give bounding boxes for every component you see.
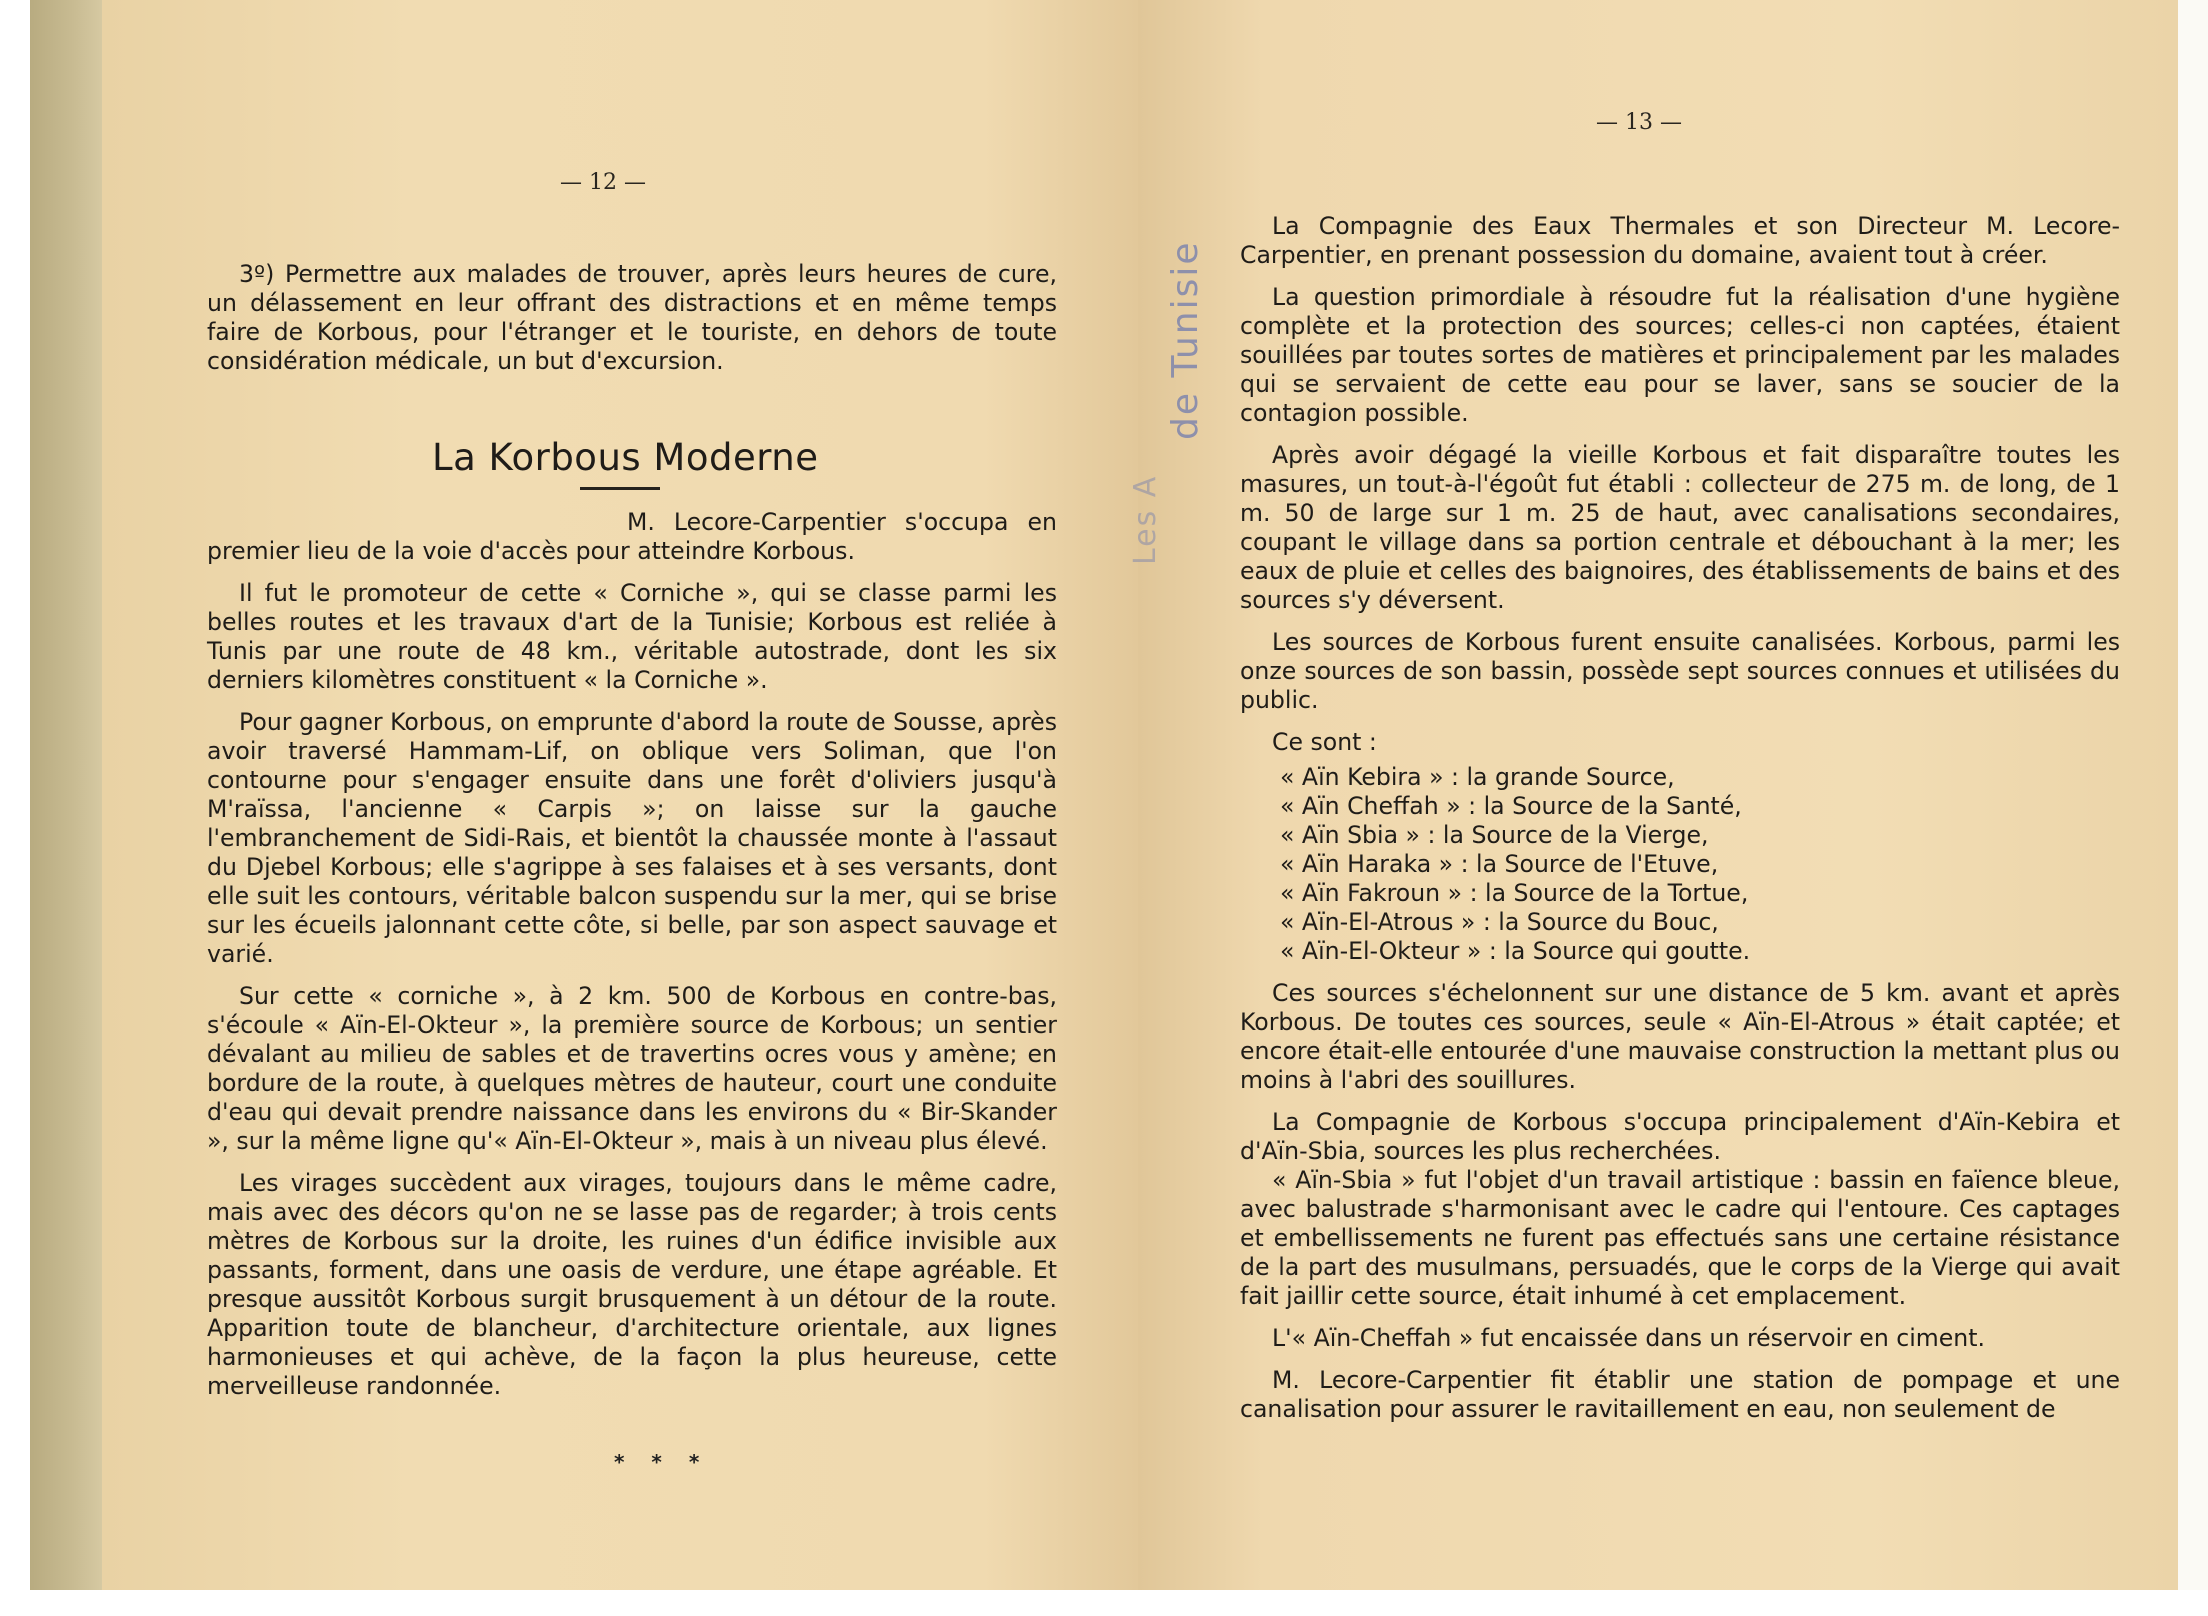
intro-paragraph: 3º) Permettre aux malades de trouver, après leurs heures de cure, un délassement en leur offrant des distractions et en même temps faire de Korbous, pour l'étranger et le touriste, en dehors de toute considération médicale, un but d'excursion.	[207, 260, 1057, 375]
library-stamp-fragment: Les A	[1128, 474, 1163, 565]
book-edge	[30, 0, 102, 1590]
paragraph: L'« Aïn-Cheffah » fut encaissée dans un réservoir en ciment.	[1272, 1324, 1985, 1352]
list-item: « Aïn Haraka » : la Source de l'Etuve,	[1280, 850, 1719, 878]
intro-text	[207, 260, 1057, 389]
page-number: — 12 —	[560, 170, 646, 195]
page-number: — 13 —	[1596, 110, 1682, 135]
paragraph: Les sources de Korbous furent ensuite canalisées. Korbous, parmi les onze sources de son bassin, possède sept sources connues et utilisées du public.	[1240, 628, 2120, 714]
paragraph: Les virages succèdent aux virages, toujours dans le même cadre, mais avec des décors qu'on ne se lasse pas de regarder; à trois cents mètres de Korbous sur la droite, les ruines d'un édifice invisible aux passants, forment, dans une oasis de verdure, une étape agréable. Et presque aussitôt Korbous surgit brusquement à un détour de la route. Apparition toute de blancheur, d'architecture orientale, aux lignes harmonieuses et qui achève, de la façon la plus heureuse, cette merveilleuse randonnée.	[207, 1169, 1057, 1400]
paragraph: Ces sources s'échelonnent sur une distance de 5 km. avant et après Korbous. De toutes ces sources, seule « Aïn-El-Atrous » était captée; et encore était-elle entourée d'une mauvaise construction la mettant plus ou moins à l'abri des souillures.	[1240, 979, 2120, 1094]
list-item: « Aïn Kebira » : la grande Source,	[1280, 763, 1675, 791]
paragraph: La Compagnie de Korbous s'occupa principalement d'Aïn-Kebira et d'Aïn-Sbia, sources les plus recherchées.	[1240, 1108, 2120, 1165]
paragraph: Pour gagner Korbous, on emprunte d'abord la route de Sousse, après avoir traversé Hammam-Lif, on oblique vers Soliman, que l'on contourne pour s'engager ensuite dans une forêt d'oliviers jusqu'à M'raïssa, l'ancienne « Carpis »; on laisse sur la gauche l'embranchement de Sidi-Rais, et bientôt la chaussée monte à l'assaut du Djebel Korbous; elle s'agrippe à ses falaises et à ses versants, dont elle suit les contours, véritable balcon suspendu sur la mer, qui se brise sur les écueils jalonnant cette côte, si belle, par son aspect sauvage et varié.	[207, 708, 1057, 968]
list-item: « Aïn Fakroun » : la Source de la Tortue,	[1280, 879, 1749, 907]
list-intro: Ce sont :	[1272, 728, 1377, 756]
paragraph: La Compagnie des Eaux Thermales et son Directeur M. Lecore-Carpentier, en prenant possession du domaine, avaient tout à créer.	[1240, 212, 2120, 269]
paragraph: La question primordiale à résoudre fut la réalisation d'une hygiène complète et la protection des sources; celles-ci non captées, étaient souillées par toutes sortes de matières et principalement par les malades qui se servaient de cette eau pour se laver, sans se soucier de la contagion possible.	[1240, 283, 2120, 427]
list-item: « Aïn-El-Okteur » : la Source qui goutte.	[1280, 937, 1751, 965]
list-item: « Aïn-El-Atrous » : la Source du Bouc,	[1280, 908, 1719, 936]
paragraph: Après avoir dégagé la vieille Korbous et fait disparaître toutes les masures, un tout-à-l'égoût fut établi : collecteur de 275 m. de long, de 1 m. 50 de large sur 1 m. 25 de haut, avec canalisations secondaires, coupant le village dans sa portion centrale et débouchant à la mer; les eaux de pluie et celles des baignoires, des établissements de bains et des sources s'y déversent.	[1240, 441, 2120, 614]
left-body	[207, 508, 1057, 1414]
right-page	[1138, 0, 2178, 1590]
paragraph: Sur cette « corniche », à 2 km. 500 de Korbous en contre-bas, s'écoule « Aïn-El-Okteur », la première source de Korbous; un sentier dévalant au milieu de sables et de travertins ocres vous y amène; en bordure de la route, à quelques mètres de hauteur, court une conduite d'eau qui devait prendre naissance dans les environs du « Bir-Skander », sur la même ligne qu'« Aïn-El-Okteur », mais à un niveau plus élevé.	[207, 982, 1057, 1155]
paragraph: M. Lecore-Carpentier s'occupa en premier lieu de la voie d'accès pour atteindre Korbous.	[207, 508, 1057, 565]
library-stamp: de Tunisie	[1165, 240, 1206, 440]
paragraph: M. Lecore-Carpentier fit établir une station de pompage et une canalisation pour assurer le ravitaillement en eau, non seulement de	[1240, 1366, 2120, 1423]
list-item: « Aïn Sbia » : la Source de la Vierge,	[1280, 821, 1709, 849]
paragraph: « Aïn-Sbia » fut l'objet d'un travail artistique : bassin en faïence bleue, avec balustrade s'harmonisant avec le cadre qui l'entoure. Ces captages et embellissements ne furent pas effectués sans une certaine résistance de la part des musulmans, persuadés, que le corps de la Vierge qui avait fait jaillir cette source, était inhumé à cet emplacement.	[1240, 1166, 2120, 1310]
title-underline	[580, 487, 660, 490]
end-mark: * * *	[614, 1450, 710, 1474]
section-title: La Korbous Moderne	[432, 436, 819, 479]
list-item: « Aïn Cheffah » : la Source de la Santé,	[1280, 792, 1742, 820]
paragraph: Il fut le promoteur de cette « Corniche », qui se classe parmi les belles routes et les travaux d'art de la Tunisie; Korbous est reliée à Tunis par une route de 48 km., véritable autostrade, dont les six derniers kilomètres constituent « la Corniche ».	[207, 579, 1057, 694]
sources-list	[1240, 763, 2120, 966]
left-page	[102, 0, 1138, 1590]
right-body	[1240, 212, 2120, 1437]
